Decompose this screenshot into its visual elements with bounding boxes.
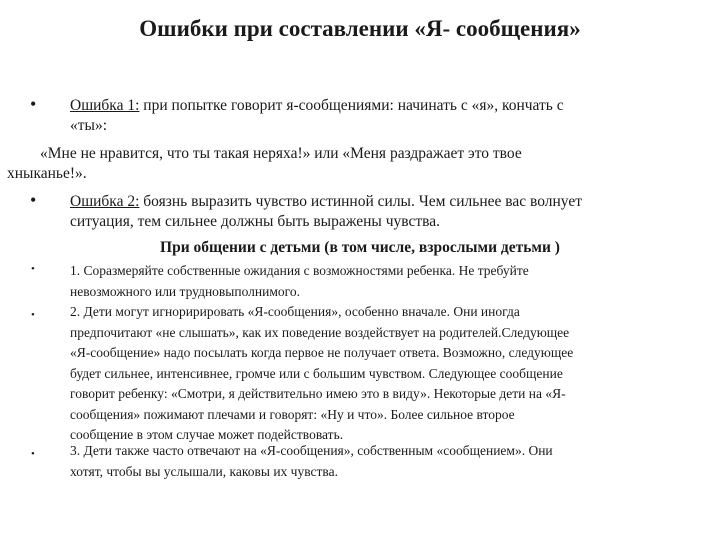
quote-paragraph: [0, 144, 720, 184]
children-heading: При общении с детьми (в том числе, взрослыми детьми ): [160, 239, 560, 256]
mistake-2-line-1: [70, 192, 700, 212]
bullet-advice-3: •: [31, 448, 35, 460]
advice-2-line: предпочитают «не слышать», как их поведение воздействует на родителей.Следующее: [70, 324, 570, 340]
advice-1-line: невозможного или трудновыполнимого.: [70, 283, 300, 299]
advice-2-line: сообщения» пожимают плечами и говорят: «Ну и что». Более сильное второе: [70, 406, 515, 422]
bullet-mistake-2: •: [30, 190, 37, 210]
mistake-2-text-1: боязнь выразить чувство истинной силы. Чем сильнее вас волнует: [139, 193, 582, 210]
advice-3-line: хотят, чтобы вы услышали, каковы их чувства.: [70, 463, 338, 479]
mistake-1-line-1: [70, 96, 700, 116]
advice-2-line: будет сильнее, интенсивнее, громче или с большим чувством. Следующее сообщение: [70, 365, 563, 381]
quote-line-2: хныканье!».: [7, 165, 87, 182]
quote-line-1: «Мне не нравится, что ты такая неряха!» или «Меня раздражает это твое: [40, 145, 522, 162]
bullet-advice-2: •: [31, 309, 35, 321]
advice-3-line: 3. Дети также часто отвечают на «Я-сообщения», собственным «сообщением». Они: [70, 443, 553, 458]
bullet-mistake-1: •: [30, 94, 37, 114]
advice-2-line: «Я-сообщение» надо посылать когда первое не получает ответа. Возможно, следующее: [70, 345, 574, 360]
advice-1-paragraph: [70, 261, 710, 302]
advice-2-paragraph: [70, 302, 710, 446]
mistake-2-paragraph: [70, 192, 700, 232]
slide-title: Ошибки при составлении «Я- сообщения»: [139, 16, 581, 41]
mistake-1-label: Ошибка 1:: [70, 97, 140, 114]
advice-1-line: 1. Соразмеряйте собственные ожидания с возможностями ребенка. Не требуйте: [70, 263, 529, 278]
mistake-1-text-2: «ты»:: [70, 117, 107, 134]
advice-2-line: говорит ребенку: «Смотри, я действительно имею это в виду». Некоторые дети на «Я-: [70, 386, 566, 401]
advice-2-line: сообщение в этом случае может подействовать.: [70, 427, 344, 442]
bullet-advice-1: •: [31, 263, 35, 275]
mistake-1-paragraph: [70, 96, 700, 136]
advice-2-line: 2. Дети могут игноририровать «Я-сообщения», особенно вначале. Они иногда: [70, 304, 520, 319]
mistake-2-label: Ошибка 2:: [70, 193, 140, 210]
mistake-1-text-1: при попытке говорит я-сообщениями: начинать с «я», кончать с: [139, 97, 564, 114]
advice-3-paragraph: [70, 441, 710, 482]
mistake-2-text-2: ситуация, тем сильнее должны быть выражены чувства.: [70, 213, 440, 230]
